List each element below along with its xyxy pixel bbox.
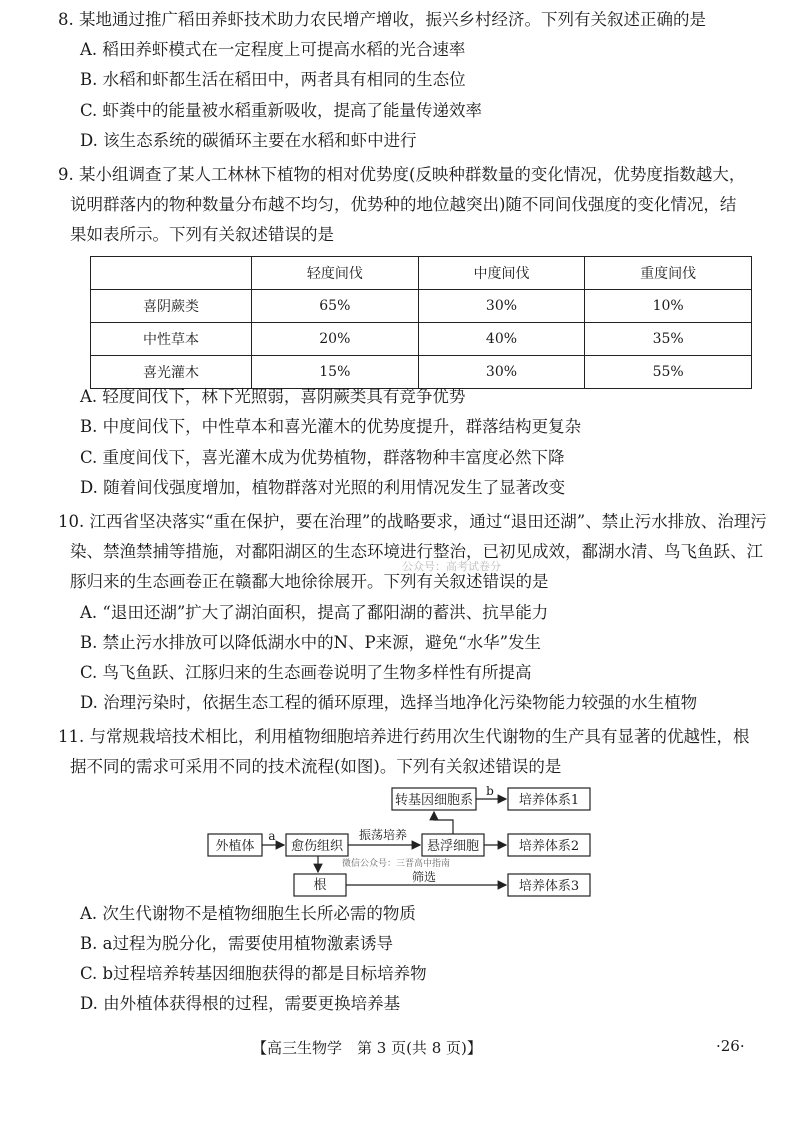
q9-stem-line-2: 说明群落内的物种数量分布越不均匀，优势种的地位越突出)随不同间伐强度的变化情况，结 xyxy=(70,195,737,214)
table-cell: 10% xyxy=(585,290,752,323)
q10-stem-line-3: 豚归来的生态画卷正在赣鄱大地徐徐展开。下列有关叙述错误的是 xyxy=(70,572,549,591)
q9-stem-line-1: 9. 某小组调查了某人工林林下植物的相对优势度(反映种群数量的变化情况，优势度指数越大， xyxy=(58,165,746,184)
table-cell: 65% xyxy=(252,290,419,323)
table-cell: 喜光灌木 xyxy=(91,356,252,389)
q9-option-b: B. 中度间伐下，中性草本和喜光灌木的优势度提升，群落结构更复杂 xyxy=(80,417,582,436)
q11-option-b: B. a过程为脱分化，需要使用植物激素诱导 xyxy=(80,934,393,953)
table-cell: 20% xyxy=(252,323,419,356)
q10-option-b: B. 禁止污水排放可以降低湖水中的N、P来源，避免“水华”发生 xyxy=(80,633,542,652)
table-row xyxy=(91,323,752,356)
q9-data-table xyxy=(90,256,752,389)
watermark-text: 公众号：高考试卷分 xyxy=(402,560,501,573)
q9-stem-line-3: 果如表所示。下列有关叙述错误的是 xyxy=(70,225,334,244)
q8-stem: 8. 某地通过推广稻田养虾技术助力农民增产增收，振兴乡村经济。下列有关叙述正确的是 xyxy=(58,10,706,29)
table-header-cell: 轻度间伐 xyxy=(252,257,419,290)
table-row xyxy=(91,290,752,323)
q11-flow-diagram xyxy=(200,782,620,902)
q8-option-b: B. 水稻和虾都生活在稻田中，两者具有相同的生态位 xyxy=(80,70,466,89)
diagram-watermark: 微信公众号：三晋高中指南 xyxy=(341,859,451,869)
q8-option-a: A. 稻田养虾模式在一定程度上可提高水稻的光合速率 xyxy=(80,40,466,59)
q10-option-a: A. “退田还湖”扩大了湖泊面积，提高了鄱阳湖的蓄洪、抗旱能力 xyxy=(80,603,549,622)
callus-label: 愈伤组织 xyxy=(290,839,344,854)
table-row xyxy=(91,356,752,389)
suspension-label: 悬浮细胞 xyxy=(426,839,480,854)
culture1-label: 培养体系1 xyxy=(518,793,580,808)
q9-option-d: D. 随着间伐强度增加，植物群落对光照的利用情况发生了显著改变 xyxy=(80,478,566,497)
q10-stem-line-2: 染、禁渔禁捕等措施，对鄱阳湖区的生态环境进行整治，已初见成效，鄱湖水清、鸟飞鱼跃、江 xyxy=(70,542,763,561)
table-cell: 15% xyxy=(252,356,419,389)
q10-option-d: D. 治理污染时，依据生态工程的循环原理，选择当地净化污染物能力较强的水生植物 xyxy=(80,693,698,712)
table-cell: 35% xyxy=(585,323,752,356)
shaking-label: 振荡培养 xyxy=(358,828,408,842)
q11-option-c: C. b过程培养转基因细胞获得的都是目标培养物 xyxy=(80,964,427,983)
b-label: b xyxy=(486,784,494,798)
table-header-cell xyxy=(91,257,252,290)
q8-option-c: C. 虾粪中的能量被水稻重新吸收，提高了能量传递效率 xyxy=(80,101,483,120)
q11-stem-line-2: 据不同的需求可采用不同的技术流程(如图)。下列有关叙述错误的是 xyxy=(70,757,562,776)
table-header-cell: 重度间伐 xyxy=(585,257,752,290)
table-cell: 55% xyxy=(585,356,752,389)
q9-option-c: C. 重度间伐下，喜光灌木成为优势植物，群落物种丰富度必然下降 xyxy=(80,448,565,467)
q11-stem-line-1: 11. 与常规栽培技术相比，利用植物细胞培养进行药用次生代谢物的生产具有显著的优越性，根 xyxy=(58,727,750,746)
transgenic-label: 转基因细胞系 xyxy=(394,793,474,808)
root-label: 根 xyxy=(313,878,327,893)
a-label: a xyxy=(268,829,276,843)
q8-option-d: D. 该生态系统的碳循环主要在水稻和虾中进行 xyxy=(80,131,417,150)
explant-label: 外植体 xyxy=(215,839,255,854)
table-header-cell: 中度间伐 xyxy=(418,257,585,290)
q11-option-d: D. 由外植体获得根的过程，需要更换培养基 xyxy=(80,994,401,1013)
q9-option-a: A. 轻度间伐下，林下光照弱，喜阴蕨类具有竞争优势 xyxy=(80,387,466,406)
arrow-to-transgenic xyxy=(434,812,453,834)
page-code: ·26· xyxy=(716,1037,745,1055)
table-cell: 40% xyxy=(418,323,585,356)
q10-option-c: C. 鸟飞鱼跃、江豚归来的生态画卷说明了生物多样性有所提高 xyxy=(80,663,532,682)
page-footer: 【高三生物学 第 3 页(共 8 页)】 xyxy=(252,1039,482,1057)
table-cell: 喜阴蕨类 xyxy=(91,290,252,323)
q10-stem-line-1: 10. 江西省坚决落实“重在保护，要在治理”的战略要求，通过“退田还湖”、禁止污水排放、治理污 xyxy=(58,512,767,531)
culture2-label: 培养体系2 xyxy=(518,839,580,854)
culture3-label: 培养体系3 xyxy=(518,879,580,894)
table-cell: 30% xyxy=(418,356,585,389)
screen-label: 筛选 xyxy=(411,870,437,884)
q11-option-a: A. 次生代谢物不是植物细胞生长所必需的物质 xyxy=(80,904,416,923)
table-cell: 中性草本 xyxy=(91,323,252,356)
table-cell: 30% xyxy=(418,290,585,323)
table-header-row xyxy=(91,257,752,290)
